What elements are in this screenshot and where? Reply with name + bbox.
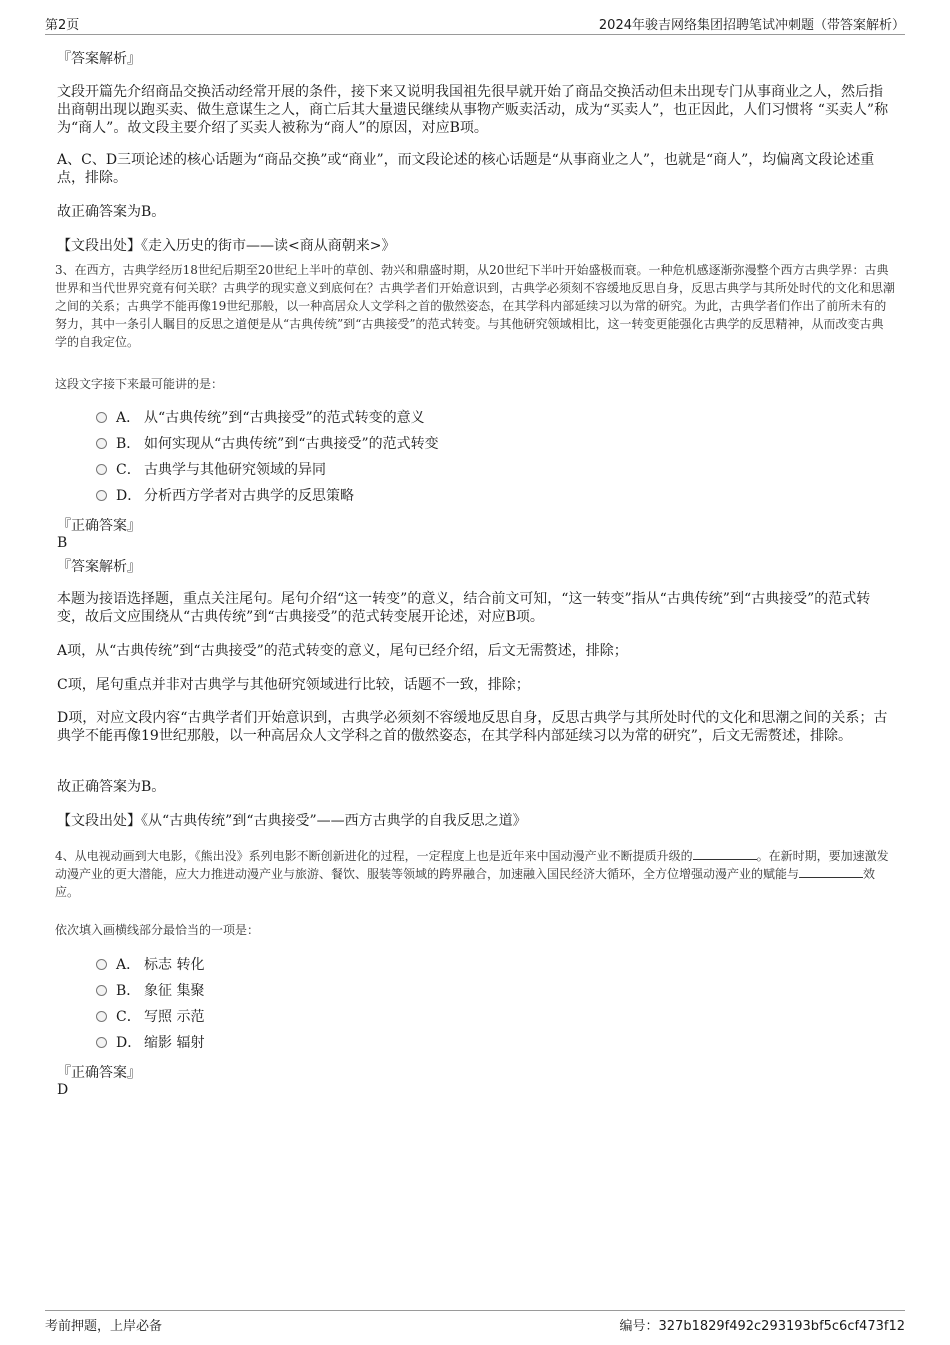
q4-stem: 4、从电视动画到大电影，《熊出没》系列电影不断创新进化的过程，一定程度上也是近年来中国动漫产业不断提质升级的 。在新时期，要加速激发动漫产业的更大潜能，应大力推进动漫产业与旅游、餐饮、服装等领域的跨界融合，加速融入国民经济大循环，全方位增强动漫产业的赋能与 效应。 [55, 849, 889, 899]
q2-analysis-para-2: A、C、D三项论述的核心话题为“商品交换”或“商业”，而文段论述的核心话题是“从事商业之人”，也就是“商人”，均偏离文段论述重点，排除。 [57, 152, 875, 186]
page-number: 第2页 [45, 18, 80, 33]
q3-analysis-para-4: D项，对应文段内容“古典学者们开始意识到，古典学必须刻不容缓地反思自身，反思古典学与其所处时代的文化和思潮之间的关系；古典学不能再像19世纪那般，以一种高居众人文学科之首的傲然姿态，在其学科内部延续习以为常的研究”，后文无需赘述，排除。 [57, 710, 888, 744]
q3-stem: 3、在西方，古典学经历18世纪后期至20世纪上半叶的草创、勃兴和鼎盛时期，从20世纪下半叶开始盛极而衰。一种危机感逐渐弥漫整个西方古典学界：古典世界和当代世界究竟有何关联？古典学的现实意义到底何在？古典学者们开始意识到，古典学必须刻不容缓地反思自身，反思古典学与其所处时代的文化和思潮之间的关系；古典学不能再像19世纪那般，以一种高居众人文学科之首的傲然姿态，在其学科内部延续习以为常的研究。为此，古典学者们作出了前所未有的努力，其中一条引人瞩目的反思之道便是从“古典传统”到“古典接受”的范式转变。与其他研究领域相比，这一转变更能强化古典学的反思精神，从而改变古典学的自我定位。 [55, 263, 896, 349]
q4-answer: D [57, 1082, 69, 1098]
radio-icon[interactable] [96, 412, 107, 423]
fill-blank [799, 866, 863, 878]
q4-option-b[interactable]: B． 象征 集聚 [96, 981, 204, 1001]
q3-analysis-para-2: A项，从“古典传统”到“古典接受”的范式转变的意义，尾句已经介绍，后文无需赘述，排除； [57, 643, 628, 659]
q3-analysis-para-3: C项，尾句重点并非对古典学与其他研究领域进行比较，话题不一致，排除； [57, 677, 530, 693]
q3-option-c[interactable]: C． 古典学与其他研究领域的异同 [96, 460, 326, 480]
radio-icon[interactable] [96, 1011, 107, 1022]
q3-option-b[interactable]: B． 如何实现从“古典传统”到“古典接受”的范式转变 [96, 434, 439, 454]
radio-icon[interactable] [96, 490, 107, 501]
radio-icon[interactable] [96, 1037, 107, 1048]
q2-analysis-label: 『答案解析』 [57, 51, 141, 67]
radio-icon[interactable] [96, 438, 107, 449]
page-footer [45, 1310, 905, 1335]
q3-source: 【文段出处】《从“古典传统”到“古典接受”——西方古典学的自我反思之道》 [57, 813, 527, 829]
q4-option-c[interactable]: C． 写照 示范 [96, 1007, 204, 1027]
q2-analysis-para-1: 文段开篇先介绍商品交换活动经常开展的条件，接下来又说明我国祖先很早就开始了商品交换活动但未出现专门从事商业之人，然后指出商朝出现以跑买卖、做生意谋生之人，商亡后其大量遗民继续从事物产贩卖活动，成为“买卖人”，也正因此，人们习惯将 “买卖人”称为“商人”。故文段主要介绍了买卖人被称为“商人”的原因，对应B项。 [57, 84, 889, 136]
q3-answer: B [57, 535, 68, 551]
q3-option-d[interactable]: D． 分析西方学者对古典学的反思策略 [96, 486, 354, 506]
q3-analysis-para-5: 故正确答案为B。 [57, 779, 166, 795]
radio-icon[interactable] [96, 464, 107, 475]
q3-option-a[interactable]: A． 从“古典传统”到“古典接受”的范式转变的意义 [96, 408, 425, 428]
q4-option-d[interactable]: D． 缩影 辐射 [96, 1033, 204, 1053]
radio-icon[interactable] [96, 959, 107, 970]
q2-source: 【文段出处】《走入历史的街市——读<商从商朝来>》 [57, 238, 396, 254]
document-id: 编号：327b1829f492c293193bf5c6cf473f12 [619, 1319, 905, 1334]
q4-answer-label: 『正确答案』 [57, 1065, 141, 1081]
q2-analysis-para-3: 故正确答案为B。 [57, 204, 166, 220]
fill-blank [693, 848, 757, 860]
page-header [45, 14, 905, 35]
radio-icon[interactable] [96, 985, 107, 996]
q3-analysis-para-1: 本题为接语选择题，重点关注尾句。尾句介绍“这一转变”的意义，结合前文可知，“这一转变”指从“古典传统”到“古典接受”的范式转变，故后文应围绕从“古典传统”到“古典接受”的范式转变展开论述，对应B项。 [57, 591, 871, 625]
footer-slogan: 考前押题，上岸必备 [45, 1319, 163, 1334]
q3-answer-label: 『正确答案』 [57, 518, 141, 534]
q4-option-a[interactable]: A． 标志 转化 [96, 955, 204, 975]
q3-prompt: 这段文字接下来最可能讲的是： [55, 377, 224, 391]
q3-analysis-label: 『答案解析』 [57, 559, 141, 575]
document-title: 2024年骏吉网络集团招聘笔试冲刺题（带答案解析） [598, 18, 905, 33]
q4-prompt: 依次填入画横线部分最恰当的一项是： [55, 923, 260, 937]
